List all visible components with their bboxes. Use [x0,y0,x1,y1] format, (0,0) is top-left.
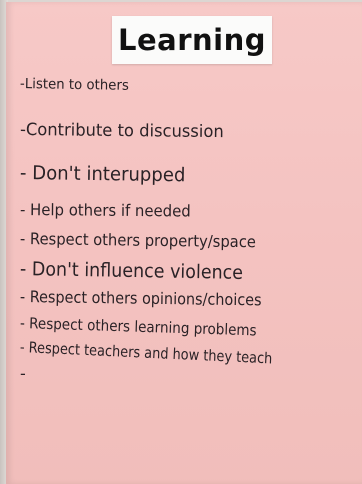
rule-line: - Respect teachers and how they teach [19,338,273,368]
rule-line: - Help others if needed [19,200,191,221]
rule-line: - Respect others property/space [19,229,257,252]
title-card [112,16,272,64]
rule-line: -Contribute to discussion [19,120,224,143]
rule-line: - Respect others opinions/choices [19,287,262,310]
rule-line: -Listen to others [19,76,129,94]
rule-line: - Don't interupped [19,162,186,187]
rule-line: - Respect others learning problems [19,314,257,340]
poster-title: Learning [117,23,266,57]
rule-line: - Don't influence violence [19,258,244,284]
rule-line: - [20,364,26,383]
pink-poster [6,2,362,484]
